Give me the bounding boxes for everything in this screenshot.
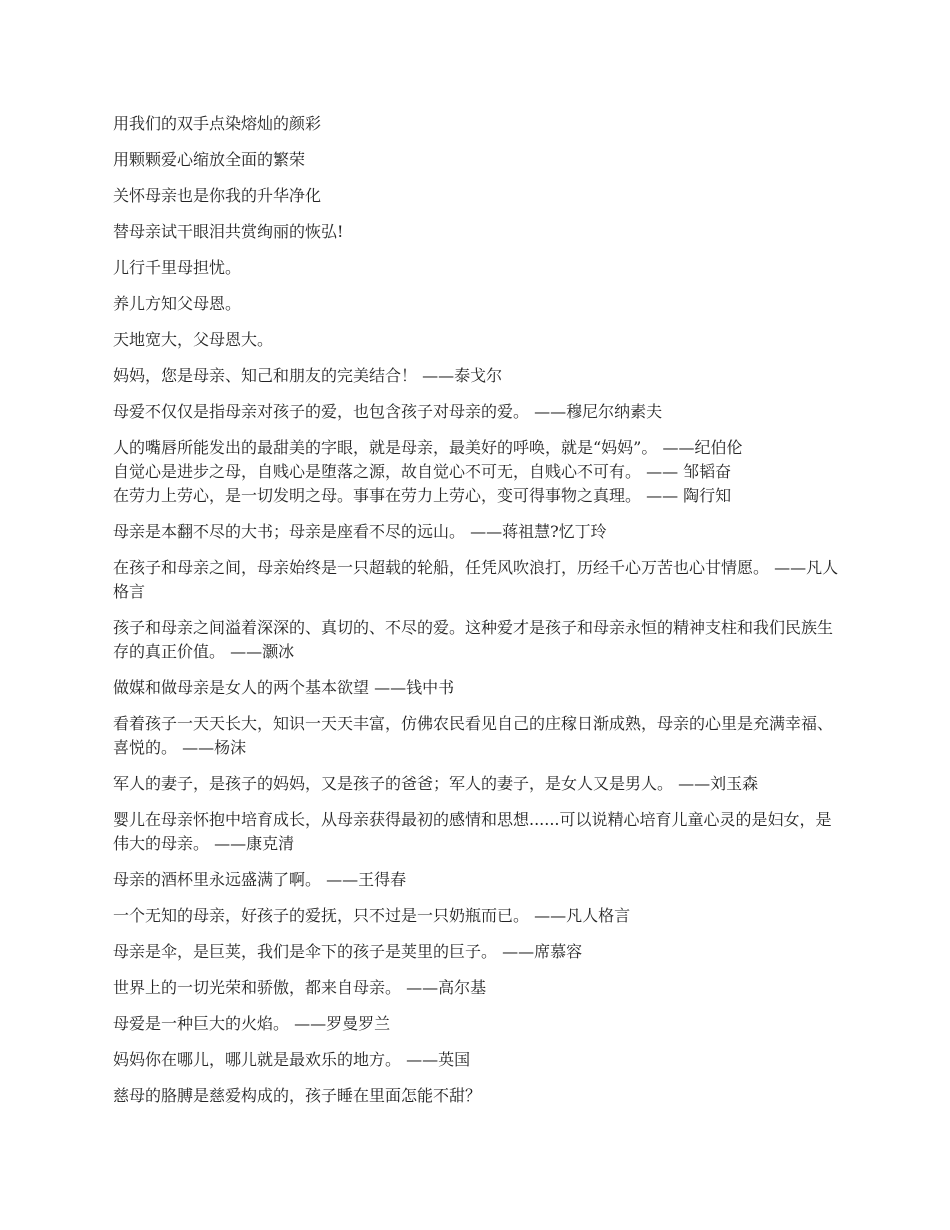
- paragraph: 人的嘴唇所能发出的最甜美的字眼，就是母亲，最美好的呼唤，就是“妈妈”。 ——纪伯伦: [113, 438, 743, 457]
- paragraph: 孩子和母亲之间溢着深深的、真切的、不尽的爱。这种爱才是孩子和母亲永恒的精神支柱和我们民族生存的真正价值。 ——灏冰: [113, 618, 834, 661]
- paragraph: 做媒和做母亲是女人的两个基本欲望 ——钱中书: [113, 678, 455, 697]
- paragraph: 养儿方知父母恩。: [113, 294, 242, 313]
- paragraph: 一个无知的母亲，好孩子的爱抚，只不过是一只奶瓶而已。 ——凡人格言: [113, 906, 631, 925]
- paragraph: 母爱是一种巨大的火焰。 ——罗曼罗兰: [113, 1014, 391, 1033]
- paragraph: 看着孩子一天天长大，知识一天天丰富，仿佛农民看见自己的庄稼日渐成熟，母亲的心里是充满幸福、喜悦的。 ——杨沫: [113, 714, 834, 757]
- paragraph: 关怀母亲也是你我的升华净化: [113, 186, 322, 205]
- paragraph: 替母亲试干眼泪共赏绚丽的恢弘!: [113, 222, 344, 241]
- paragraph: 在孩子和母亲之间，母亲始终是一只超载的轮船，任凭风吹浪打，历经千心万苦也心甘情愿。 ——凡人格言: [113, 558, 839, 601]
- paragraph: 自觉心是进步之母，自贱心是堕落之源，故自觉心不可无，自贱心不可有。 —— 邹韬奋: [113, 462, 732, 481]
- paragraph: 世界上的一切光荣和骄傲，都来自母亲。 ——高尔基: [113, 978, 487, 997]
- paragraph: 婴儿在母亲怀抱中培育成长，从母亲获得最初的感情和思想......可以说精心培育儿童心灵的是妇女，是伟大的母亲。 ——康克清: [113, 810, 832, 853]
- paragraph: 用颗颗爱心缩放全面的繁荣: [113, 150, 306, 169]
- paragraph: 军人的妻子，是孩子的妈妈，又是孩子的爸爸；军人的妻子，是女人又是男人。 ——刘玉森: [113, 774, 759, 793]
- paragraph: 儿行千里母担忧。: [113, 258, 242, 277]
- paragraph: 母爱不仅仅是指母亲对孩子的爱，也包含孩子对母亲的爱。 ——穆尼尔纳素夫: [113, 402, 663, 421]
- paragraph: 在劳力上劳心，是一切发明之母。事事在劳力上劳心，变可得事物之真理。 —— 陶行知: [113, 486, 732, 505]
- paragraph: 母亲是伞，是巨荚，我们是伞下的孩子是荚里的巨子。 ——席慕容: [113, 942, 583, 961]
- paragraph: 慈母的胳膊是慈爱构成的，孩子睡在里面怎能不甜？: [113, 1086, 482, 1105]
- paragraph: 妈妈你在哪儿，哪儿就是最欢乐的地方。 ——英国: [113, 1050, 471, 1069]
- paragraph: 妈妈，您是母亲、知己和朋友的完美结合！ ——泰戈尔: [113, 366, 503, 385]
- paragraph: 用我们的双手点染熔灿的颜彩: [113, 114, 322, 133]
- paragraph: 母亲是本翻不尽的大书；母亲是座看不尽的远山。 ——蒋祖慧?忆丁玲: [113, 522, 607, 541]
- paragraph: 天地宽大，父母恩大。: [113, 330, 274, 349]
- paragraph: 母亲的酒杯里永远盛满了啊。 ——王得春: [113, 870, 407, 889]
- document-body: [113, 112, 843, 1120]
